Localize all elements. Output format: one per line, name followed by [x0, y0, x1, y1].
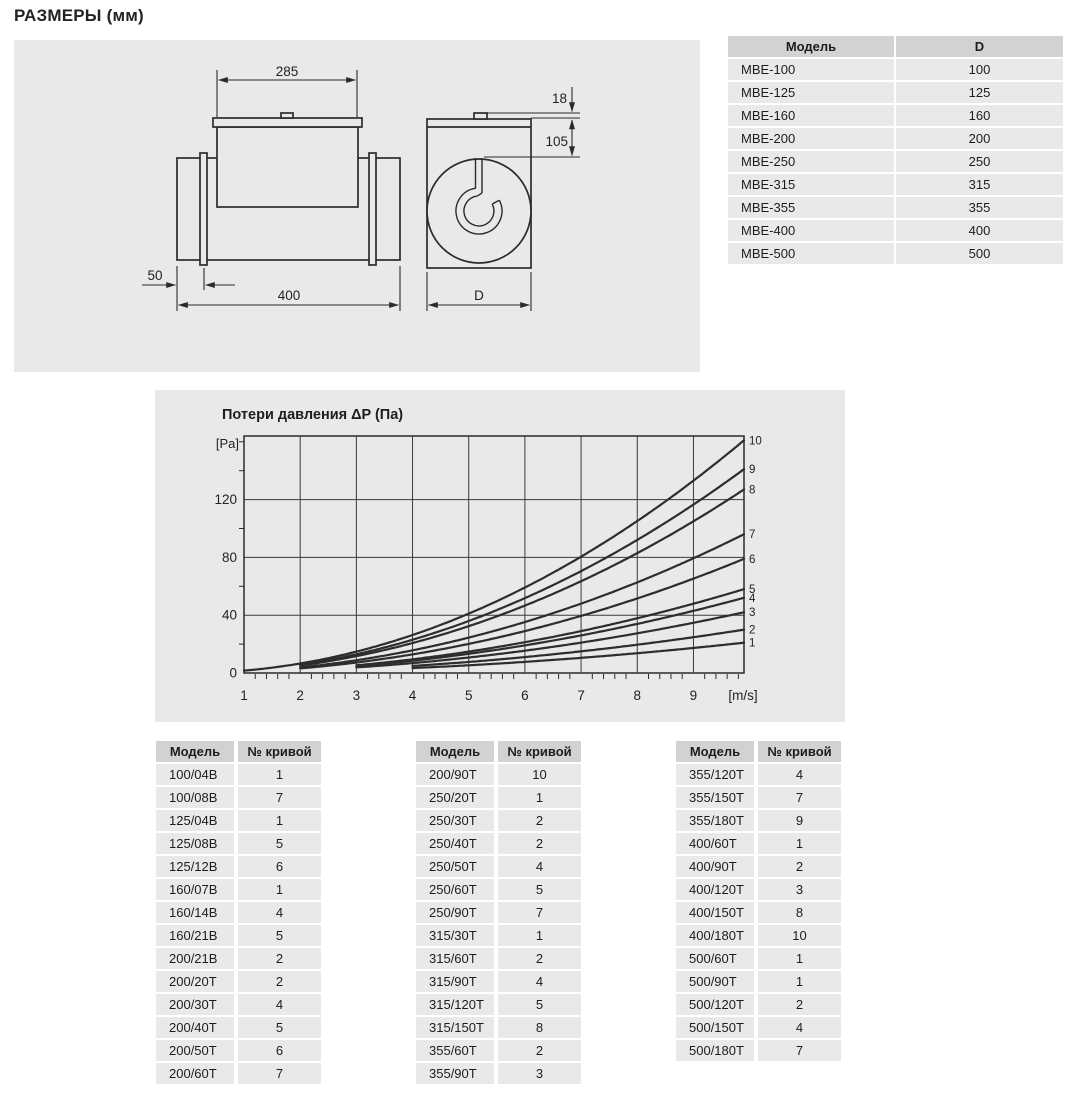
- value-cell: 1: [758, 833, 841, 854]
- model-cell: 355/120Т: [676, 764, 754, 785]
- header-cell: № кривой: [498, 741, 581, 762]
- model-cell: 200/30Т: [156, 994, 234, 1015]
- table-row: [416, 994, 581, 1015]
- table-row: [156, 1063, 321, 1084]
- model-cell: 200/50Т: [156, 1040, 234, 1061]
- pressure-curve-4: [356, 598, 744, 666]
- table-row: [416, 787, 581, 808]
- value-cell: 10: [758, 925, 841, 946]
- value-cell: 5: [498, 879, 581, 900]
- model-cell: 400/180Т: [676, 925, 754, 946]
- value-cell: 3: [498, 1063, 581, 1084]
- table-row: [728, 174, 1063, 195]
- curve-label-5: 5: [749, 584, 756, 597]
- table-row: [676, 856, 841, 877]
- model-cell: 400/120Т: [676, 879, 754, 900]
- table-row: [156, 1017, 321, 1038]
- value-cell: 2: [498, 948, 581, 969]
- table-row: [728, 128, 1063, 149]
- value-cell: 8: [498, 1017, 581, 1038]
- dim-label-105: 105: [545, 134, 568, 149]
- model-cell: 315/150Т: [416, 1017, 494, 1038]
- table-row: [728, 220, 1063, 241]
- value-cell: 7: [238, 787, 321, 808]
- model-cell: 250/60Т: [416, 879, 494, 900]
- table-row: [676, 1017, 841, 1038]
- table-row: [728, 151, 1063, 172]
- curve-label-3: 3: [749, 607, 756, 620]
- dim-label-18: 18: [551, 91, 567, 106]
- value-cell: 1: [758, 971, 841, 992]
- model-cell: 500/120Т: [676, 994, 754, 1015]
- x-tick-label-9: 9: [689, 688, 698, 703]
- value-cell: 9: [758, 810, 841, 831]
- model-cell: МВЕ-250: [728, 151, 894, 172]
- table-row: [156, 948, 321, 969]
- y-tick-label-120: 120: [214, 492, 237, 508]
- table-row: [676, 764, 841, 785]
- x-tick-label-4: 4: [408, 688, 417, 703]
- x-tick-label-1: 1: [240, 688, 248, 703]
- model-cell: МВЕ-200: [728, 128, 894, 149]
- x-tick-label-5: 5: [464, 688, 473, 703]
- value-cell: 2: [238, 948, 321, 969]
- model-cell: 315/90Т: [416, 971, 494, 992]
- model-diameter-table: [728, 36, 1063, 266]
- model-cell: 200/60Т: [156, 1063, 234, 1084]
- curve-table-2: [416, 741, 581, 1086]
- dim-label-D: D: [474, 288, 484, 303]
- curve-label-6: 6: [749, 553, 756, 566]
- model-cell: МВЕ-400: [728, 220, 894, 241]
- table-row: [728, 82, 1063, 103]
- page-title: РАЗМЕРЫ (мм): [14, 6, 144, 25]
- lid-knob: [281, 113, 293, 118]
- table-row: [156, 994, 321, 1015]
- model-cell: 500/180Т: [676, 1040, 754, 1061]
- model-cell: 315/60Т: [416, 948, 494, 969]
- table-row: [416, 1017, 581, 1038]
- dim-label-285: 285: [275, 64, 299, 79]
- x-tick-label-7: 7: [577, 688, 585, 703]
- table-row: [416, 925, 581, 946]
- value-cell: 1: [238, 879, 321, 900]
- model-cell: МВЕ-500: [728, 243, 894, 264]
- table-row: [416, 1040, 581, 1061]
- value-cell: 10: [498, 764, 581, 785]
- value-cell: 4: [758, 1017, 841, 1038]
- value-cell: 6: [238, 1040, 321, 1061]
- model-cell: 160/07В: [156, 879, 234, 900]
- value-cell: 5: [238, 833, 321, 854]
- model-cell: 315/120Т: [416, 994, 494, 1015]
- value-cell: 1: [238, 764, 321, 785]
- value-cell: 400: [896, 220, 1063, 241]
- model-cell: 250/30Т: [416, 810, 494, 831]
- table-row: [728, 59, 1063, 80]
- model-cell: 125/12В: [156, 856, 234, 877]
- model-cell: 400/60Т: [676, 833, 754, 854]
- value-cell: 1: [238, 810, 321, 831]
- chart-title: Потери давления ΔP (Па): [222, 407, 404, 423]
- dimensions-drawing: [14, 40, 700, 372]
- value-cell: 3: [758, 879, 841, 900]
- table-row: [676, 810, 841, 831]
- table-row: [416, 948, 581, 969]
- table-row: [676, 925, 841, 946]
- header-cell: № кривой: [758, 741, 841, 762]
- table-row: [416, 971, 581, 992]
- value-cell: 5: [498, 994, 581, 1015]
- table-row: [156, 902, 321, 923]
- y-tick-label-40: 40: [221, 607, 237, 623]
- table-row: [676, 1040, 841, 1061]
- curve-label-8: 8: [749, 484, 756, 497]
- model-cell: 355/150Т: [676, 787, 754, 808]
- value-cell: 160: [896, 105, 1063, 126]
- header-cell: Модель: [416, 741, 494, 762]
- value-cell: 355: [896, 197, 1063, 218]
- model-cell: МВЕ-125: [728, 82, 894, 103]
- model-cell: 100/08В: [156, 787, 234, 808]
- value-cell: 4: [238, 902, 321, 923]
- model-cell: 355/60Т: [416, 1040, 494, 1061]
- model-cell: 250/90Т: [416, 902, 494, 923]
- curve-table-3: [676, 741, 841, 1063]
- header-cell: № кривой: [238, 741, 321, 762]
- value-cell: 250: [896, 151, 1063, 172]
- header-cell: D: [896, 36, 1063, 57]
- model-cell: 200/21В: [156, 948, 234, 969]
- model-cell: 200/20Т: [156, 971, 234, 992]
- model-cell: 500/60Т: [676, 948, 754, 969]
- y-tick-label-80: 80: [221, 549, 237, 565]
- side-view: [177, 113, 400, 265]
- model-cell: 160/14В: [156, 902, 234, 923]
- value-cell: 4: [498, 856, 581, 877]
- table-row: [416, 764, 581, 785]
- value-cell: 6: [238, 856, 321, 877]
- value-cell: 2: [238, 971, 321, 992]
- table-row: [156, 764, 321, 785]
- flange-left: [200, 153, 207, 265]
- table-row: [676, 879, 841, 900]
- value-cell: 7: [758, 1040, 841, 1061]
- dimensions-drawing-panel: [14, 40, 700, 372]
- x-tick-label-6: 6: [521, 688, 529, 703]
- model-cell: МВЕ-315: [728, 174, 894, 195]
- model-cell: 355/180Т: [676, 810, 754, 831]
- value-cell: 8: [758, 902, 841, 923]
- table-row: [676, 994, 841, 1015]
- table-row: [416, 856, 581, 877]
- table-row: [156, 856, 321, 877]
- table-row: [156, 787, 321, 808]
- table-row: [156, 810, 321, 831]
- header-cell: Модель: [156, 741, 234, 762]
- table-row: [156, 879, 321, 900]
- table-header-row: [416, 741, 581, 762]
- value-cell: 2: [758, 994, 841, 1015]
- value-cell: 1: [758, 948, 841, 969]
- model-cell: МВЕ-160: [728, 105, 894, 126]
- table-row: [676, 902, 841, 923]
- model-cell: 200/90Т: [416, 764, 494, 785]
- y-axis-unit: [Pa]: [215, 436, 239, 451]
- value-cell: 5: [238, 925, 321, 946]
- table-row: [156, 971, 321, 992]
- table-header-row: [156, 741, 321, 762]
- curve-label-2: 2: [749, 624, 756, 637]
- value-cell: 7: [238, 1063, 321, 1084]
- value-cell: 7: [758, 787, 841, 808]
- table-row: [676, 787, 841, 808]
- value-cell: 4: [498, 971, 581, 992]
- model-cell: 125/04В: [156, 810, 234, 831]
- value-cell: 2: [498, 833, 581, 854]
- x-tick-label-3: 3: [352, 688, 361, 703]
- table-header-row: [676, 741, 841, 762]
- model-cell: 250/50Т: [416, 856, 494, 877]
- x-axis-unit: [m/s]: [728, 688, 758, 703]
- model-cell: 400/150Т: [676, 902, 754, 923]
- value-cell: 2: [498, 810, 581, 831]
- x-tick-label-2: 2: [296, 688, 304, 703]
- pressure-curve-9: [300, 469, 744, 665]
- value-cell: 2: [758, 856, 841, 877]
- value-cell: 7: [498, 902, 581, 923]
- table-row: [676, 948, 841, 969]
- dim-label-400: 400: [277, 288, 301, 303]
- value-cell: 125: [896, 82, 1063, 103]
- curve-label-4: 4: [749, 592, 756, 605]
- curve-label-1: 1: [749, 637, 756, 650]
- duct-opening-circle: [427, 159, 531, 263]
- model-cell: 400/90Т: [676, 856, 754, 877]
- header-cell: Модель: [676, 741, 754, 762]
- y-tick-label-0: 0: [229, 665, 237, 681]
- dim-label-50: 50: [147, 268, 163, 283]
- model-cell: МВЕ-355: [728, 197, 894, 218]
- model-cell: 100/04В: [156, 764, 234, 785]
- model-cell: 250/40Т: [416, 833, 494, 854]
- table-row: [416, 879, 581, 900]
- curve-table-1: [156, 741, 321, 1086]
- table-row: [156, 925, 321, 946]
- end-view: [427, 113, 531, 268]
- value-cell: 315: [896, 174, 1063, 195]
- value-cell: 200: [896, 128, 1063, 149]
- table-header-row: [728, 36, 1063, 57]
- value-cell: 100: [896, 59, 1063, 80]
- table-row: [416, 902, 581, 923]
- table-row: [416, 1063, 581, 1084]
- model-cell: 355/90Т: [416, 1063, 494, 1084]
- model-cell: 315/30Т: [416, 925, 494, 946]
- pressure-curve-10: [244, 440, 744, 670]
- flange-right: [369, 153, 376, 265]
- value-cell: 4: [758, 764, 841, 785]
- table-row: [728, 197, 1063, 218]
- model-cell: 250/20Т: [416, 787, 494, 808]
- terminal-box-lid: [213, 118, 362, 127]
- header-cell: Модель: [728, 36, 894, 57]
- table-row: [676, 971, 841, 992]
- table-row: [416, 833, 581, 854]
- table-row: [728, 243, 1063, 264]
- pressure-loss-chart: [155, 390, 845, 722]
- table-row: [676, 833, 841, 854]
- pressure-loss-chart-panel: [155, 390, 845, 722]
- model-cell: 500/150Т: [676, 1017, 754, 1038]
- terminal-box: [217, 127, 358, 207]
- model-cell: 500/90Т: [676, 971, 754, 992]
- model-cell: 200/40Т: [156, 1017, 234, 1038]
- value-cell: 500: [896, 243, 1063, 264]
- model-cell: 160/21В: [156, 925, 234, 946]
- table-row: [416, 810, 581, 831]
- model-cell: 125/08В: [156, 833, 234, 854]
- value-cell: 1: [498, 925, 581, 946]
- value-cell: 5: [238, 1017, 321, 1038]
- model-cell: МВЕ-100: [728, 59, 894, 80]
- curve-label-7: 7: [749, 529, 756, 542]
- table-row: [156, 833, 321, 854]
- value-cell: 1: [498, 787, 581, 808]
- x-tick-label-8: 8: [633, 688, 642, 703]
- chart-plot: [214, 435, 761, 703]
- curve-label-10: 10: [749, 435, 762, 448]
- lid-knob-end: [474, 113, 487, 119]
- value-cell: 4: [238, 994, 321, 1015]
- value-cell: 2: [498, 1040, 581, 1061]
- curve-label-9: 9: [749, 464, 756, 477]
- table-row: [728, 105, 1063, 126]
- pressure-curve-7: [300, 534, 744, 667]
- table-row: [156, 1040, 321, 1061]
